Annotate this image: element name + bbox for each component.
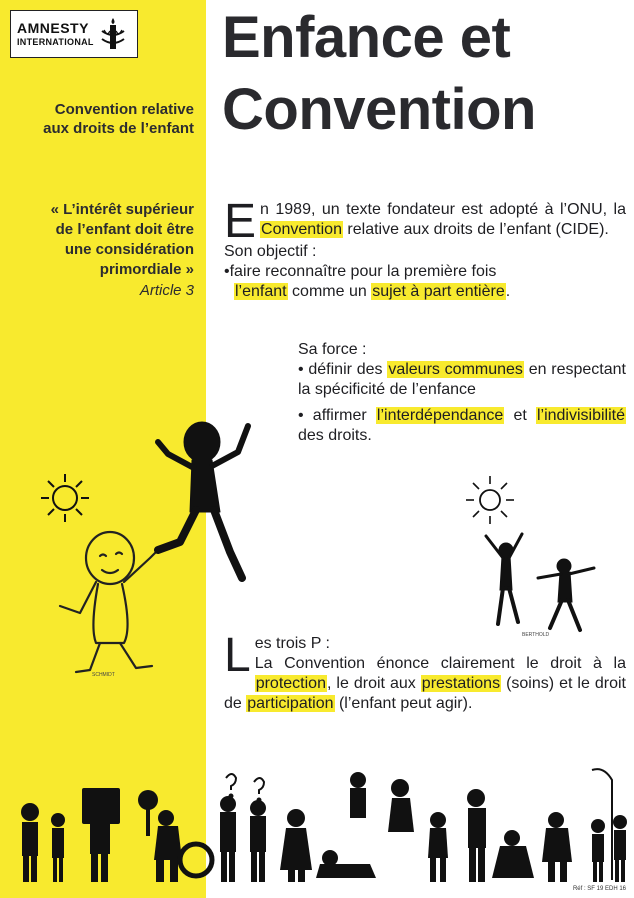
dropcap-l: L [224,629,251,682]
highlight-participation: participation [247,695,334,712]
amnesty-logo [10,10,138,58]
highlight-prestations: prestations [421,675,501,692]
page-title [222,2,536,146]
force-b2-text-b: et [504,407,536,424]
title-line1: Enfance et [222,5,511,70]
highlight-indivisibilite: l’indivisibilité [536,407,625,424]
reference-code: Réf : SF 19 EDH 16 [572,886,626,892]
p2-text-a: La Convention énonce clairement le droit à la [254,655,626,672]
quote-line2: de l’enfant doit être [55,221,194,238]
force-b1-text-b: en respectant la spécificité de l’enfance [298,361,626,398]
bullet1-text-a: •faire reconnaître pour la première fois [224,263,497,280]
highlight-convention: Convention [261,221,342,238]
objectif-label: Son objectif : [224,243,317,260]
candle-barbed-wire-icon [99,17,127,53]
highlight-interdependance: l’interdépendance [376,407,504,424]
bullet1-text-c: . [505,283,511,300]
highlight-valeurs: valeurs communes [388,361,523,378]
p2-text-d: (l’enfant peut agir). [334,695,473,712]
running-child-drawing [150,412,260,582]
force-b2-text-a: • affirmer [298,407,376,424]
illustrator-credit-left: SCHMIDT [92,672,115,678]
highlight-sujet: sujet à part entière [372,283,505,300]
sidebar-heading [4,100,194,138]
bullet1-text-b: comme un [287,283,372,300]
force-b1-text-a: • définir des [298,361,388,378]
logo-line1: AMNESTY [17,20,89,36]
objectif-bullet [224,262,626,302]
force-b2-text-c: des droits. [298,427,372,444]
section-convention [224,195,626,302]
highlight-enfant: l’enfant [235,283,287,300]
logo-line2: INTERNATIONAL [17,37,94,47]
quote-line4: primordiale » [99,261,194,278]
section-trois-p [224,629,626,714]
p1-text-a: n 1989, un texte fondateur est adopté à l’ONU, la [260,201,626,218]
force-bullet1 [298,360,626,400]
force-label: Sa force : [298,341,367,358]
title-line2: Convention [222,77,536,142]
section-force [298,340,626,446]
quote-line3: une considération [64,241,194,258]
quote-source: Article 3 [139,282,194,299]
sidebar-heading-line1: Convention relative [54,101,194,118]
sidebar-quote [4,200,194,280]
dropcap-e: E [224,195,257,248]
quote-line1: « L’intérêt supérieur [50,201,194,218]
highlight-protection: protection [255,675,326,692]
p1-text-b: relative aux droits de l’enfant (CIDE). [342,221,609,238]
p2-text-b: , le droit aux [326,675,421,692]
p2-text-c: (soins) et le droit de [224,675,626,712]
trois-p-heading: es trois P : [254,635,330,652]
playing-children-drawing [476,528,606,638]
silhouettes-frieze [0,760,634,890]
sun-drawing-right [460,470,520,530]
sidebar-heading-line2: aux droits de l’enfant [43,120,194,137]
illustrator-credit-right: BERTHOLD [522,632,550,638]
force-bullet2 [298,406,626,446]
